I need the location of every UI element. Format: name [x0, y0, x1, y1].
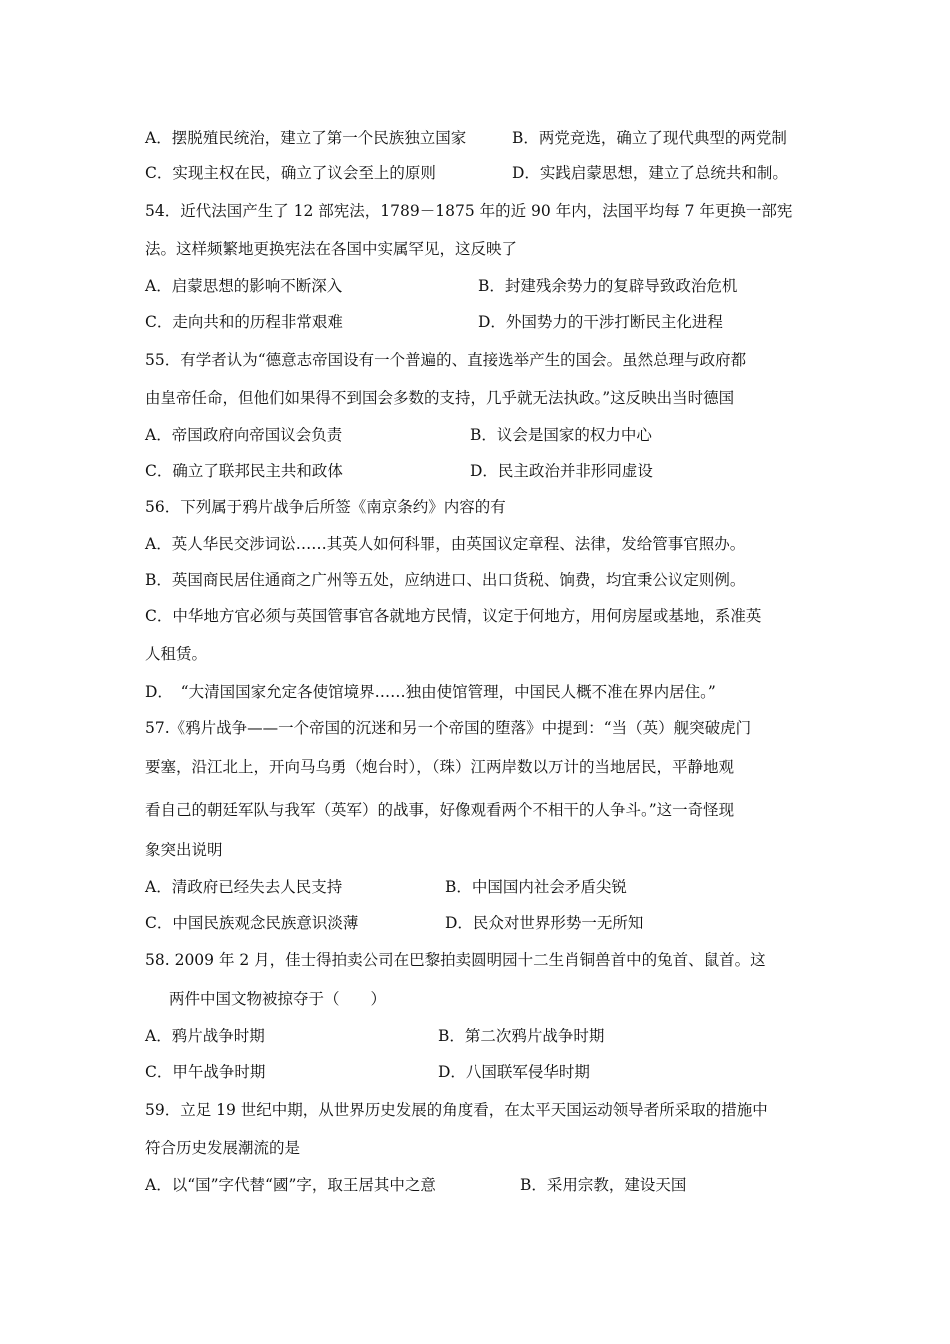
- q55-option-c: C．确立了联邦民主共和政体: [145, 462, 343, 480]
- q54-option-a: A．启蒙思想的影响不断深入: [145, 277, 343, 295]
- q57-stem-line-3: 看自己的朝廷军队与我军（英军）的战事，好像观看两个不相干的人争斗。”这一奇怪现: [145, 801, 735, 819]
- q56-option-c-line-2: 人租赁。: [145, 645, 208, 663]
- q58-option-d: D．八国联军侵华时期: [438, 1063, 590, 1081]
- q57-option-b: B．中国国内社会矛盾尖锐: [445, 878, 627, 896]
- q59-option-a: A．以“国”字代替“國”字，取王居其中之意: [145, 1176, 436, 1194]
- q54-option-d: D．外国势力的干涉打断民主化进程: [478, 313, 723, 331]
- q54-stem-line-1: 54．近代法国产生了 12 部宪法，1789－1875 年的近 90 年内，法国平均每 7 年更换一部宪: [145, 202, 793, 220]
- q55-option-a: A．帝国政府向帝国议会负责: [145, 426, 343, 444]
- q58-stem-line-2: 两件中国文物被掠夺于（ ）: [169, 990, 387, 1008]
- q58-option-c: C．甲午战争时期: [145, 1063, 266, 1081]
- q57-option-c: C．中国民族观念民族意识淡薄: [145, 914, 359, 932]
- q58-option-b: B．第二次鸦片战争时期: [438, 1027, 605, 1045]
- q57-option-a: A．清政府已经失去人民支持: [145, 878, 343, 896]
- q53-option-c: C．实现主权在民，确立了议会至上的原则: [145, 164, 436, 182]
- q56-stem: 56．下列属于鸦片战争后所签《南京条约》内容的有: [145, 498, 506, 516]
- q56-option-b: B．英国商民居住通商之广州等五处，应纳进口、出口货税、饷费，均宜秉公议定则例。: [145, 571, 746, 589]
- q58-stem-line-1: 58. 2009 年 2 月，佳士得拍卖公司在巴黎拍卖圆明园十二生肖铜兽首中的兔首、鼠首。这: [145, 951, 766, 969]
- q57-option-d: D．民众对世界形势一无所知: [445, 914, 644, 932]
- q55-option-d: D．民主政治并非形同虚设: [470, 462, 653, 480]
- q57-stem-line-1: 57.《鸦片战争——一个帝国的沉迷和另一个帝国的堕落》中提到：“当（英）舰突破虎门: [145, 719, 752, 737]
- q54-option-b: B．封建残余势力的复辟导致政治危机: [478, 277, 738, 295]
- q55-option-b: B．议会是国家的权力中心: [470, 426, 652, 444]
- q54-stem-line-2: 法。这样频繁地更换宪法在各国中实属罕见，这反映了: [145, 240, 518, 258]
- q55-stem-line-2: 由皇帝任命，但他们如果得不到国会多数的支持，几乎就无法执政。”这反映出当时德国: [145, 389, 735, 407]
- q56-option-d: D． “大清国国家允定各使馆境界……独由使馆管理，中国民人概不准在界内居住。”: [145, 683, 716, 701]
- q56-option-c-line-1: C．中华地方官必须与英国管事官各就地方民情，议定于何地方，用何房屋或基地，系准英: [145, 607, 762, 625]
- q59-stem-line-2: 符合历史发展潮流的是: [145, 1139, 301, 1157]
- q54-option-c: C．走向共和的历程非常艰难: [145, 313, 343, 331]
- q53-option-d: D．实践启蒙思想，建立了总统共和制。: [512, 164, 788, 182]
- q53-option-b: B．两党竞选，确立了现代典型的两党制: [512, 129, 787, 147]
- q57-stem-line-2: 要塞，沿江北上，开向马乌勇（炮台时），（珠）江两岸数以万计的当地居民，平静地观: [145, 758, 735, 776]
- q55-stem-line-1: 55．有学者认为“德意志帝国设有一个普遍的、直接选举产生的国会。虽然总理与政府都: [145, 351, 747, 369]
- q56-option-a: A．英人华民交涉词讼……其英人如何科罪，由英国议定章程、法律，发给管事官照办。: [145, 535, 746, 553]
- q53-option-a: A．摆脱殖民统治，建立了第一个民族独立国家: [145, 129, 467, 147]
- q59-option-b: B．采用宗教，建设天国: [520, 1176, 687, 1194]
- q57-stem-line-4: 象突出说明: [145, 841, 223, 859]
- q58-option-a: A．鸦片战争时期: [145, 1027, 265, 1045]
- q59-stem-line-1: 59．立足 19 世纪中期，从世界历史发展的角度看，在太平天国运动领导者所采取的措施中: [145, 1101, 768, 1119]
